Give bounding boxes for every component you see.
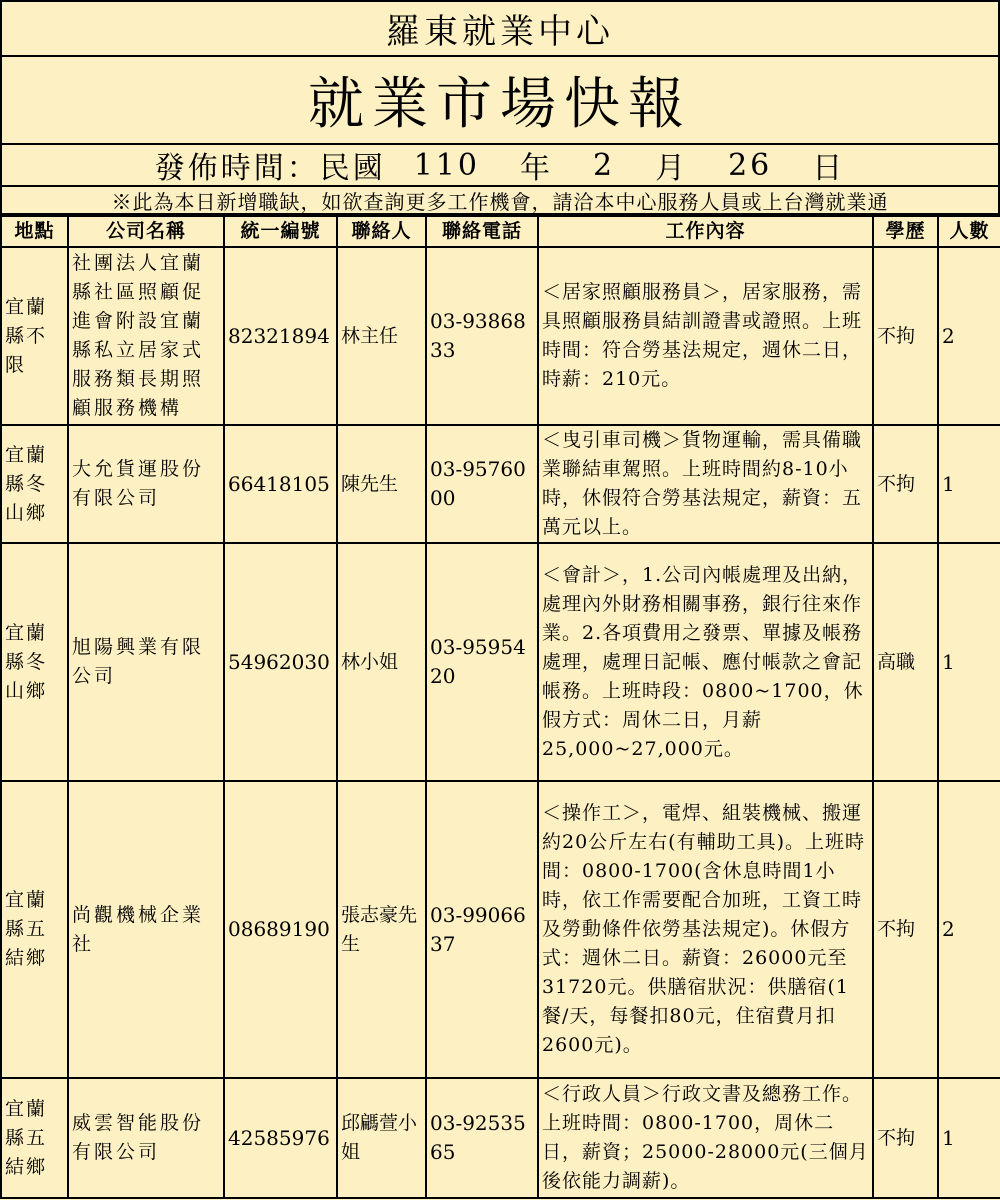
cell-education: 不拘	[873, 425, 938, 543]
cell-company: 社團法人宜蘭縣社區照顧促進會附設宜蘭縣私立居家式服務類長期照顧服務機構	[68, 247, 224, 425]
cell-phone: 03-9906637	[426, 781, 538, 1078]
table-row	[1, 425, 1000, 543]
cell-count: 1	[938, 543, 1000, 781]
cell-company: 尚觀機械企業社	[68, 781, 224, 1078]
header-description: 工作內容	[538, 216, 873, 247]
cell-tax-id: 54962030	[224, 543, 337, 781]
cell-tax-id: 82321894	[224, 247, 337, 425]
cell-company: 旭陽興業有限公司	[68, 543, 224, 781]
cell-contact: 邱騗萱小姐	[337, 1078, 426, 1198]
cell-company: 威雲智能股份有限公司	[68, 1078, 224, 1198]
cell-contact: 林小姐	[337, 543, 426, 781]
header-contact: 聯絡人	[337, 216, 426, 247]
table-row	[1, 1078, 1000, 1198]
date-month: 2	[592, 147, 616, 183]
header-count: 人數	[938, 216, 1000, 247]
cell-description: ＜居家照顧服務員＞，居家服務，需具照顧服務員結訓證書或證照。上班時間：符合勞基法規定，週休二日，時薪：210元。	[538, 247, 873, 425]
cell-phone: 03-9595420	[426, 543, 538, 781]
table-row	[1, 543, 1000, 781]
cell-location: 宜蘭縣不限	[1, 247, 68, 425]
cell-location: 宜蘭縣五結鄉	[1, 781, 68, 1078]
cell-description: ＜操作工＞，電焊、組裝機械、搬運約20公斤左右(有輔助工具)。上班時間：0800-1700(含休息時間1小時，依工作需要配合加班，工資工時及勞動條件依勞基法規定)。休假方式：週休二日。薪資：26000元至31720元。供膳宿狀況：供膳宿(1餐/天，每餐扣80元，住宿費月扣2600元)。	[538, 781, 873, 1078]
header-company: 公司名稱	[68, 216, 224, 247]
org-name: 羅東就業中心	[0, 0, 1000, 55]
cell-description: ＜行政人員＞行政文書及總務工作。上班時間：0800-1700，周休二日，薪資；25000-28000元(三個月後依能力調薪)。	[538, 1078, 873, 1198]
table-row	[1, 781, 1000, 1078]
cell-tax-id: 08689190	[224, 781, 337, 1078]
cell-phone: 03-9576000	[426, 425, 538, 543]
cell-contact: 林主任	[337, 247, 426, 425]
page-title: 就業市場快報	[0, 55, 1000, 143]
cell-description: ＜曳引車司機＞貨物運輸，需具備職業聯結車駕照。上班時間約8-10小時，休假符合勞基法規定，薪資：五萬元以上。	[538, 425, 873, 543]
header-education: 學歷	[873, 216, 938, 247]
date-day-unit: 日	[812, 151, 846, 186]
cell-phone: 03-9253565	[426, 1078, 538, 1198]
header-location: 地點	[1, 216, 68, 247]
cell-contact: 張志豪先生	[337, 781, 426, 1078]
cell-education: 不拘	[873, 781, 938, 1078]
cell-education: 高職	[873, 543, 938, 781]
cell-contact: 陳先生	[337, 425, 426, 543]
cell-count: 1	[938, 425, 1000, 543]
header-tax-id: 統一編號	[224, 216, 337, 247]
table-header-row	[1, 216, 1000, 247]
cell-education: 不拘	[873, 1078, 938, 1198]
cell-location: 宜蘭縣冬山鄉	[1, 543, 68, 781]
cell-tax-id: 42585976	[224, 1078, 337, 1198]
cell-tax-id: 66418105	[224, 425, 337, 543]
date-year-unit: 年	[519, 151, 553, 186]
date-month-unit: 月	[655, 151, 689, 186]
publish-date	[0, 143, 1000, 185]
cell-education: 不拘	[873, 247, 938, 425]
table-row	[1, 247, 1000, 425]
date-prefix: 發佈時間：民國	[154, 151, 386, 186]
cell-count: 1	[938, 1078, 1000, 1198]
cell-description: ＜會計＞，1.公司內帳處理及出納，處理內外財務相關事務，銀行往來作業。2.各項費用之發票、單據及帳務處理，處理日記帳、應付帳款之會記帳務。上班時段：0800~1700，休假方式：周休二日，月薪25,000~27,000元。	[538, 543, 873, 781]
cell-count: 2	[938, 781, 1000, 1078]
cell-location: 宜蘭縣五結鄉	[1, 1078, 68, 1198]
cell-count: 2	[938, 247, 1000, 425]
header-phone: 聯絡電話	[426, 216, 538, 247]
cell-company: 大允貨運股份有限公司	[68, 425, 224, 543]
date-year: 110	[413, 147, 480, 183]
cell-phone: 03-9386833	[426, 247, 538, 425]
cell-location: 宜蘭縣冬山鄉	[1, 425, 68, 543]
job-table	[0, 215, 1000, 1199]
date-day: 26	[728, 147, 773, 183]
notice-text: ※此為本日新增職缺，如欲查詢更多工作機會，請洽本中心服務人員或上台灣就業通	[0, 185, 1000, 215]
